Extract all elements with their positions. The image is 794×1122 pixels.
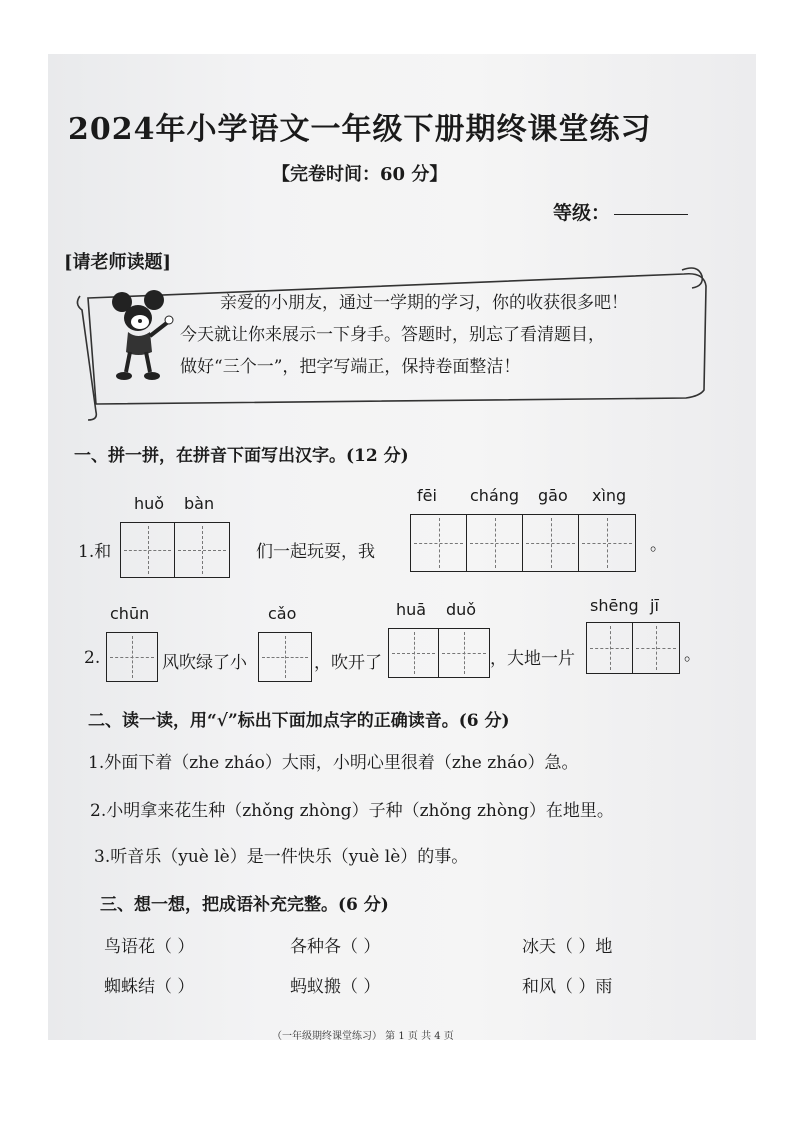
pinyin-sheng: shēng xyxy=(590,596,639,615)
intro-line-1: 亲爱的小朋友，通过一学期的学习，你的收获很多吧！ xyxy=(220,293,628,313)
write-cell[interactable] xyxy=(175,523,229,577)
reading-line-1: 1.外面下着（zhe zháo）大雨，小明心里很着（zhe zháo）急。 xyxy=(88,753,579,773)
pinyin-hua: huā xyxy=(396,600,427,619)
page-title: 2024年小学语文一年级下册期终课堂练习 xyxy=(68,112,652,147)
pinyin-huo: huǒ xyxy=(134,494,165,513)
pinyin-duo: duǒ xyxy=(446,600,477,619)
idiom-2: 各种各（ ） xyxy=(290,937,381,957)
write-cell[interactable] xyxy=(439,629,489,677)
write-cell[interactable] xyxy=(107,633,157,681)
q1-prefix: 1.和 xyxy=(78,542,112,562)
write-cell[interactable] xyxy=(259,633,311,681)
grade-label: 等级： xyxy=(553,202,611,224)
answer-grid-feichanggaoxing[interactable] xyxy=(410,514,636,572)
pinyin-ban: bàn xyxy=(184,494,215,513)
mouse-cartoon-icon xyxy=(110,290,174,384)
q2-end: 。 xyxy=(684,645,701,665)
q2-text-a: 风吹绿了小 xyxy=(162,653,247,673)
pinyin-chang: cháng xyxy=(470,486,520,505)
q2-text-c: ，大地一片 xyxy=(490,649,575,669)
write-cell[interactable] xyxy=(389,629,439,677)
write-cell[interactable] xyxy=(411,515,467,571)
idiom-4: 蜘蛛结（ ） xyxy=(104,977,195,997)
idiom-6: 和风（ ）雨 xyxy=(522,977,613,997)
section3-heading: 三、想一想，把成语补充完整。(6 分) xyxy=(100,895,389,915)
write-cell[interactable] xyxy=(587,623,633,673)
reading-line-3: 3.听音乐（yuè lè）是一件快乐（yuè lè）的事。 xyxy=(94,847,469,867)
pinyin-xing: xìng xyxy=(592,486,627,505)
answer-grid-chun[interactable] xyxy=(106,632,158,682)
intro-line-3: 做好“三个一”，把字写端正，保持卷面整洁！ xyxy=(180,357,521,377)
q2-prefix: 2. xyxy=(84,648,101,668)
answer-grid-huaduo[interactable] xyxy=(388,628,490,678)
write-cell[interactable] xyxy=(121,523,175,577)
page-footer: （一年级期终课堂练习） 第 1 页 共 4 页 xyxy=(272,1031,454,1042)
q1-middle-text: 们一起玩耍，我 xyxy=(256,542,375,562)
reading-line-2: 2.小明拿来花生种（zhǒng zhòng）子种（zhǒng zhòng）在地里。 xyxy=(90,801,614,821)
section1-heading: 一、拼一拼，在拼音下面写出汉字。(12 分) xyxy=(74,446,409,466)
grade-blank xyxy=(614,214,688,215)
pinyin-gao: gāo xyxy=(538,486,568,505)
idiom-3: 冰天（ ）地 xyxy=(522,937,613,957)
intro-line-2: 今天就让你来展示一下身手。答题时，别忘了看清题目， xyxy=(180,325,605,345)
q1-end: 。 xyxy=(650,535,667,555)
answer-grid-shengji[interactable] xyxy=(586,622,680,674)
q2-text-b: ，吹开了 xyxy=(314,653,382,673)
answer-grid-cao[interactable] xyxy=(258,632,312,682)
section2-heading: 二、读一读，用“√”标出下面加点字的正确读音。(6 分) xyxy=(88,711,510,731)
write-cell[interactable] xyxy=(467,515,523,571)
teacher-read-label: [请老师读题] xyxy=(64,252,172,273)
pinyin-cao: cǎo xyxy=(268,604,297,623)
write-cell[interactable] xyxy=(633,623,679,673)
pinyin-fei: fēi xyxy=(417,486,437,505)
idiom-1: 鸟语花（ ） xyxy=(104,937,195,957)
time-limit: 【完卷时间：60 分】 xyxy=(272,164,448,185)
write-cell[interactable] xyxy=(523,515,579,571)
pinyin-chun: chūn xyxy=(110,604,150,623)
write-cell[interactable] xyxy=(579,515,635,571)
answer-grid-huoban[interactable] xyxy=(120,522,230,578)
pinyin-ji: jī xyxy=(650,596,659,615)
idiom-5: 蚂蚁搬（ ） xyxy=(290,977,381,997)
